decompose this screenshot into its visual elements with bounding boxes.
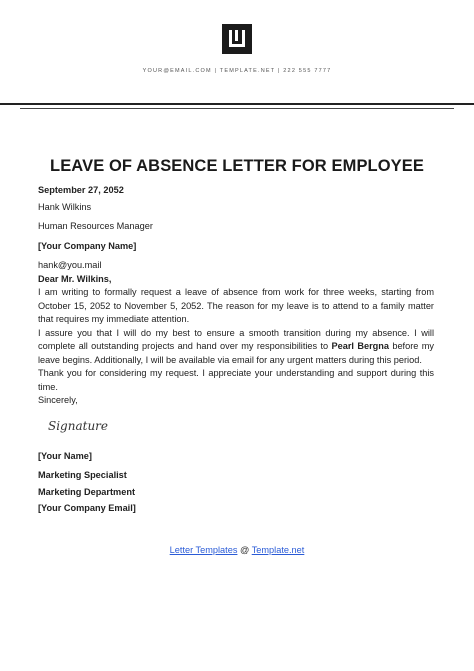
letter-date: September 27, 2052: [38, 185, 124, 195]
sender-title: Marketing Specialist: [38, 470, 127, 480]
letter-body: [38, 184, 434, 516]
document-title: LEAVE OF ABSENCE LETTER FOR EMPLOYEE: [50, 157, 424, 175]
footer-attribution: [0, 545, 474, 555]
salutation: Dear Mr. Wilkins,: [38, 273, 112, 284]
template-logo: [222, 24, 252, 54]
contact-line: YOUR@EMAIL.COM | TEMPLATE.NET | 222 555 7777: [142, 68, 332, 74]
recipient-name: Hank Wilkins: [38, 201, 92, 212]
paragraph-2: [38, 327, 434, 368]
sender-name: [Your Name]: [38, 450, 92, 461]
template-net-link[interactable]: Template.net: [251, 545, 305, 555]
sender-email: [Your Company Email]: [38, 503, 136, 513]
header-divider-thick: [0, 103, 474, 105]
paragraph-2-text-b: before my leave begins. Additionally, I will be available via email for any urgent matters during this period.: [38, 341, 434, 365]
paragraph-2-text-a: I assure you that I will do my best to ensure a smooth transition during my absence. I will complete all outstanding projects and hand over my responsibilities to: [38, 327, 434, 351]
recipient-email: hank@you.mail: [38, 260, 102, 270]
footer-separator: @: [237, 545, 252, 555]
closing: Sincerely,: [38, 395, 78, 405]
sender-department: Marketing Department: [38, 486, 135, 497]
handover-person: Pearl Bergna: [331, 341, 389, 351]
signature: Signature: [48, 418, 109, 433]
paragraph-3: Thank you for considering my request. I appreciate your understanding and support during this time.: [38, 368, 434, 392]
recipient-title: Human Resources Manager: [38, 221, 153, 231]
header-divider-thin: [20, 108, 454, 109]
paragraph-1: I am writing to formally request a leave of absence from work for three weeks, starting from October 15, 2052 to November 5, 2052. The reason for my leave is to attend to a family matter that requires my immediate attention.: [38, 287, 434, 324]
letter-templates-link[interactable]: Letter Templates: [169, 545, 238, 555]
recipient-company: [Your Company Name]: [38, 240, 137, 251]
logo-mark-icon: [222, 24, 252, 54]
